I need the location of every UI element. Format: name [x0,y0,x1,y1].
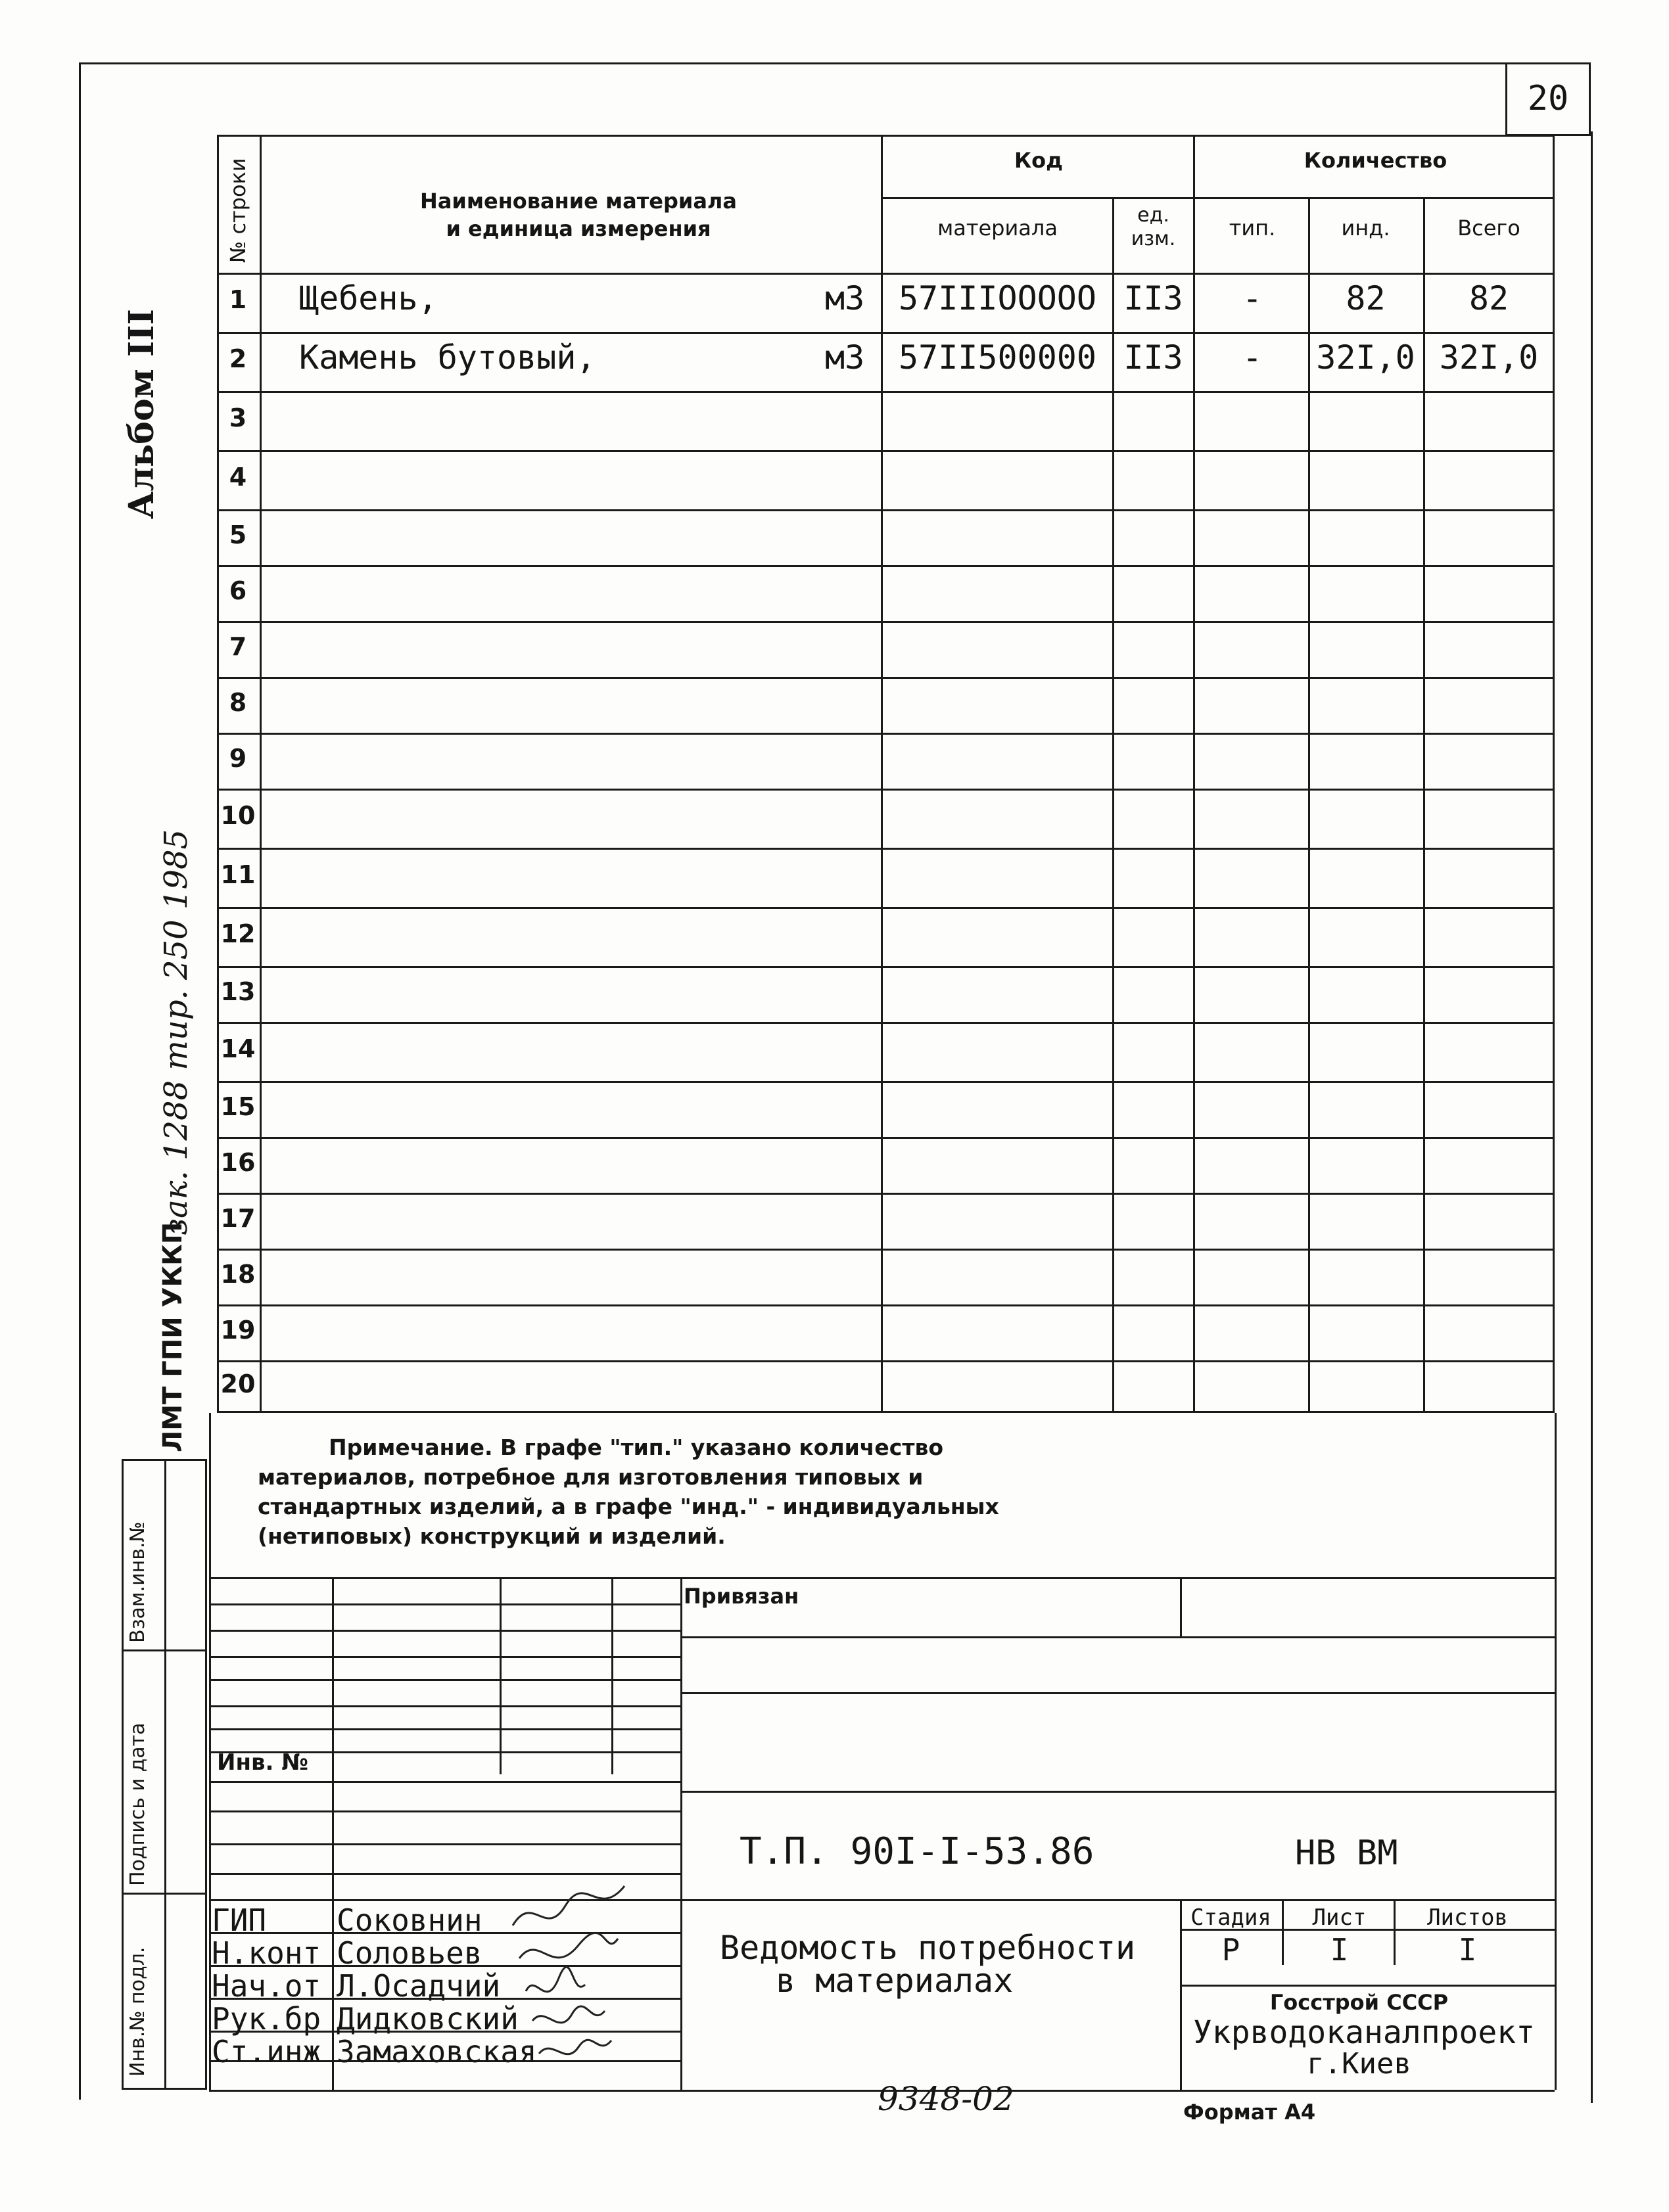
tb-left-row-1 [209,1630,680,1632]
table-border [217,135,1555,1413]
qty-total: 32I,0 [1439,338,1539,377]
table-row-line [217,677,1555,679]
signer-name: Дидковский [337,2001,519,2037]
table-row-line [217,332,1555,334]
table-row-line [217,907,1555,909]
header-kod-split [881,197,1555,199]
format-label: Формат А4 [1183,2100,1316,2125]
tb-left-row-4 [209,1705,680,1707]
qty-ind: 32I,0 [1316,338,1415,377]
row-number: 4 [229,463,247,492]
note-line-1: Примечание. В графе "тип." указано количество [329,1435,944,1460]
row-number: 5 [229,520,247,549]
header-unit-code: ед. изм. [1131,204,1176,250]
album-label: Альбом III [122,309,162,519]
stage-label: Стадия [1190,1904,1271,1931]
page-frame-left [79,62,81,2100]
tb-stage-row [1180,1929,1555,1931]
material-name: Щебень, [299,279,438,317]
table-row-line [217,966,1555,968]
tb-col-b [500,1577,502,1774]
row-number: 7 [229,632,247,661]
qty-tip: - [1242,338,1263,377]
table-row-line [217,509,1555,511]
inv-no-label: Инв. № [217,1749,309,1776]
table-row-line [217,848,1555,850]
material-unit: м3 [825,279,865,317]
tb-right-row-3 [680,1791,1555,1793]
tb-signature-top [209,1899,1555,1901]
tb-inv-row-0 [209,1781,680,1783]
sheet-value: I [1330,1932,1349,1968]
table-row-line [217,1137,1555,1139]
qty-tip: - [1242,279,1263,317]
row-number: 15 [220,1092,256,1121]
sign-date-label: Подпись и дата [126,1722,149,1886]
tb-org-row [1180,1985,1555,1987]
document-code: Т.П. 90I-I-53.86 [740,1830,1094,1873]
table-row-line [217,1081,1555,1083]
org-line-2: Укрводоканалпроект [1192,2014,1536,2051]
signer-role: Н.конт [212,1935,321,1971]
tb-left-row-0 [209,1603,680,1605]
row-number: 8 [229,687,247,717]
side-stamp-sep-2 [122,1893,207,1895]
side-stamp-divider [164,1459,166,2090]
signer-role: ГИП [212,1902,267,1938]
table-col-line-0 [260,135,262,1413]
tb-col-sheet [1394,1899,1396,1965]
header-tip: тип. [1229,216,1276,241]
tb-col-c [611,1577,613,1774]
row-number: 6 [229,576,247,605]
org-city: г.Киев [1307,2047,1411,2081]
header-ind: инд. [1341,216,1390,241]
table-row-line [217,1249,1555,1251]
table-row-line [217,621,1555,623]
sheets-value: I [1458,1932,1477,1968]
header-kod: Код [1014,148,1063,173]
row-number: 18 [220,1259,256,1289]
table-row-line [217,1022,1555,1024]
privyazan-label: Привязан [684,1584,799,1609]
inv-podl-label: Инв.№ подл. [126,1947,149,2077]
material-unit: м3 [825,338,865,377]
row-number: 10 [220,801,256,830]
signature-4 [532,2006,605,2023]
header-kolichestvo: Количество [1304,148,1447,173]
row-number: 2 [229,344,247,373]
document-title-line1: Ведомость потребности [720,1929,1136,1967]
table-col-line-1 [881,135,883,1413]
header-row-number: № строки [225,158,250,263]
side-stamp-sep-1 [122,1649,207,1651]
row-number: 19 [220,1315,256,1345]
unit-code: II3 [1123,279,1183,317]
table-row-line [217,733,1555,735]
tb-col-d [680,1577,682,2090]
sheet-label: Лист [1312,1904,1367,1931]
page-frame-right [1591,131,1593,2103]
row-number: 17 [220,1203,256,1233]
table-col-line-3 [1193,135,1195,1413]
vzam-inv-label: Взам.инв.№ [126,1521,149,1643]
sheet-number: 20 [1527,79,1569,118]
tb-col-stage [1282,1899,1284,1965]
table-col-line-5 [1423,197,1425,1413]
qty-total: 82 [1469,279,1509,317]
tb-right-row-2 [680,1692,1555,1694]
archive-stamp: ЛМТ ГПИ УККП [158,1222,188,1452]
signature-5 [539,2040,611,2054]
signer-name: Замаховская [337,2034,537,2069]
row-number: 3 [229,403,247,432]
signer-role: Ст.инж [212,2034,321,2069]
material-code: 57II500000 [898,338,1097,377]
note-line-4: (нетиповых) конструкций и изделий. [258,1523,726,1549]
row-number: 16 [220,1147,256,1177]
document-title-line2: в материалах [776,1962,1014,2000]
header-material-code: материала [937,216,1058,241]
material-code: 57IIIOOOOO [898,279,1097,317]
row-number: 1 [229,285,247,314]
tb-bottom [209,2090,1555,2092]
signer-name: Соловьев [337,1935,482,1971]
signer-name: Соковнин [337,1902,482,1938]
unit-code: II3 [1123,338,1183,377]
table-row-line [217,1193,1555,1195]
sheets-label: Листов [1427,1904,1508,1931]
row-number: 20 [220,1370,256,1398]
tb-inv-row-2 [209,1843,680,1845]
note-line-3: стандартных изделий, а в графе "инд." - индивидуальных [258,1494,999,1519]
signer-name: Л.Осадчий [337,1968,501,2004]
tb-col-stamp [1180,1899,1182,2090]
row-number: 9 [229,743,247,773]
tb-inv-row-1 [209,1810,680,1812]
header-bottom-line [217,273,1555,275]
qty-ind: 82 [1346,279,1386,317]
document-suffix: НВ ВМ [1295,1833,1398,1873]
org-line-1: Госстрой СССР [1269,1990,1449,2015]
table-row-line [217,565,1555,567]
archive-number: 9348-02 [878,2080,1014,2118]
signatures-drawing [506,1879,638,2077]
table-col-line-4 [1308,197,1310,1413]
row-number: 12 [220,919,256,948]
table-row-line [217,789,1555,791]
tb-right-row-1 [680,1636,1555,1638]
note-bottom-line [209,1577,1555,1579]
signature-1 [513,1886,624,1925]
tb-col-a [332,1577,334,2090]
signature-2 [519,1933,618,1958]
row-number: 13 [220,977,256,1006]
tb-left-row-3 [209,1679,680,1681]
tb-left-row-6 [209,1751,680,1753]
signer-role: Рук.бр [212,2001,321,2037]
table-row-line [217,1360,1555,1362]
row-number: 11 [220,860,256,889]
row-number: 14 [220,1034,256,1063]
tb-inv-row-3 [209,1873,680,1875]
materials-table [217,135,1555,1413]
note-line-2: материалов, потребное для изготовления типовых и [258,1464,924,1490]
tb-right-edge [1555,1413,1557,2090]
signer-role: Нач.от [212,1968,321,2004]
header-material-name: Наименование материала и единица измерения [420,189,737,241]
tb-left-row-5 [209,1728,680,1730]
order-note: зак. 1288 тир. 250 1985 [158,829,195,1235]
tb-col-e [1180,1577,1182,1636]
table-row-line [217,1304,1555,1306]
table-row-line [217,450,1555,452]
table-row-line [217,391,1555,393]
page-frame-top [79,62,1591,64]
tb-left-row-2 [209,1656,680,1658]
material-name: Камень бутовый, [299,338,596,377]
table-col-line-2 [1112,197,1114,1413]
signature-3 [526,1967,585,1991]
stage-value: Р [1221,1932,1240,1968]
header-vsego: Всего [1457,216,1520,241]
